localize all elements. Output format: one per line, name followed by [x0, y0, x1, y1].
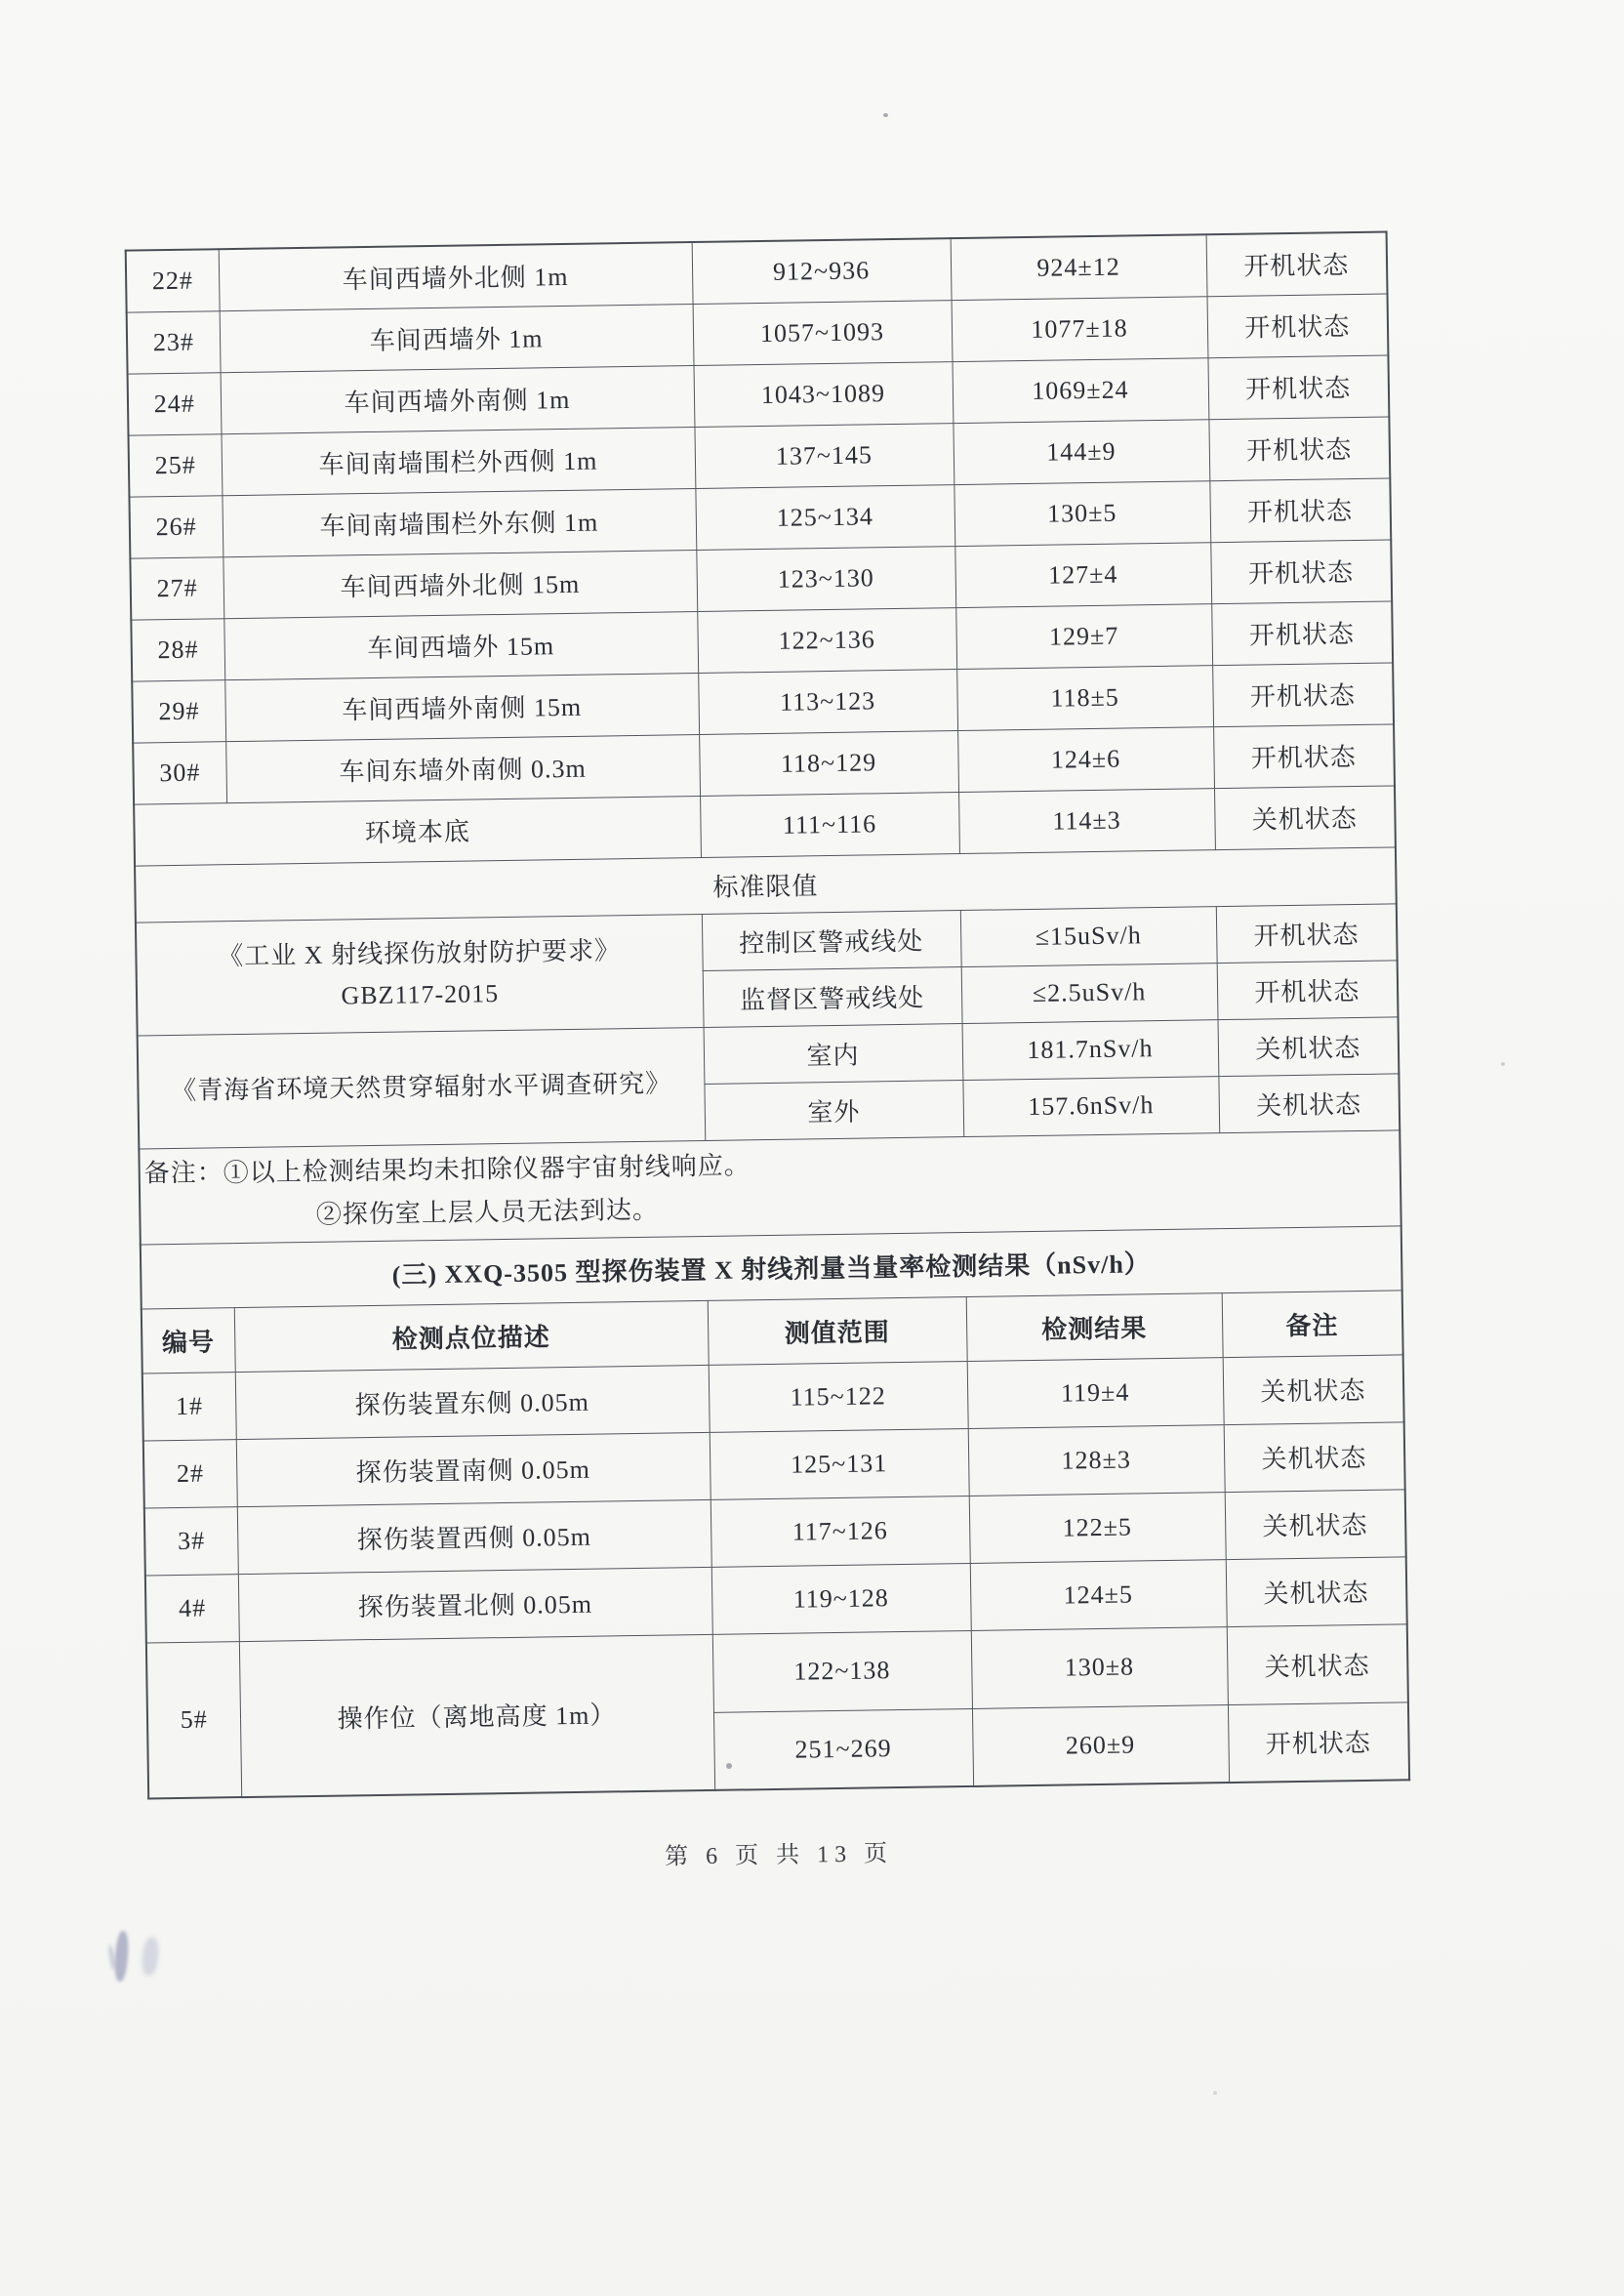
- result-cell: 260±9: [972, 1704, 1229, 1786]
- column-header-remark: 备注: [1222, 1290, 1403, 1357]
- range-cell: 137~145: [694, 423, 954, 488]
- standard-limit-label: 标准限值: [135, 846, 1397, 922]
- standard-source-line2: GBZ117-2015: [341, 979, 500, 1010]
- result-cell: 924±12: [951, 234, 1207, 300]
- notes-line1: ①以上检测结果均未扣除仪器宇宙射线响应。: [223, 1151, 751, 1188]
- scan-speck: [1213, 2091, 1217, 2095]
- limit-value-cell: ≤2.5uSv/h: [961, 963, 1218, 1023]
- desc-cell: 车间南墙围栏外东侧 1m: [222, 488, 696, 556]
- result-cell: 129±7: [955, 603, 1212, 669]
- range-cell: 125~134: [695, 484, 954, 550]
- result-cell: 130±8: [971, 1626, 1228, 1708]
- range-cell: 118~129: [699, 730, 958, 796]
- result-cell: 128±3: [968, 1424, 1225, 1496]
- limit-point-cell: 控制区警戒线处: [702, 910, 961, 970]
- status-cell: 开机状态: [1209, 477, 1391, 542]
- status-cell: 开机状态: [1216, 903, 1398, 963]
- status-cell: 开机状态: [1207, 354, 1389, 419]
- scan-speck: [1501, 1062, 1505, 1066]
- row-id-cell: 27#: [130, 556, 223, 619]
- standard-source-line1: 《工业 X 射线探伤放射防护要求》: [218, 936, 622, 971]
- desc-cell: 探伤装置东侧 0.05m: [235, 1365, 710, 1439]
- desc-cell: 车间西墙外 1m: [220, 304, 694, 372]
- column-header-range: 测值范围: [708, 1296, 967, 1365]
- pen-mark: [141, 1936, 160, 1976]
- status-cell: 关机状态: [1223, 1354, 1404, 1424]
- row-id-cell: 23#: [127, 310, 221, 373]
- range-cell: 122~138: [712, 1630, 972, 1712]
- notes-line2: ②探伤室上层人员无法到达。: [315, 1195, 660, 1229]
- range-cell: 1057~1093: [693, 300, 953, 365]
- row-id-cell: 2#: [143, 1439, 237, 1507]
- section-title: (三) XXQ-3505 型探伤装置 X 射线剂量当量率检测结果（nSv/h）: [141, 1225, 1402, 1308]
- notes-label: 备注：: [143, 1158, 223, 1188]
- scan-speck: [883, 113, 888, 117]
- radiation-results-table: [125, 230, 1410, 1799]
- desc-cell: 车间西墙外 15m: [223, 611, 698, 679]
- status-cell: 开机状态: [1212, 662, 1394, 726]
- status-cell: 关机状态: [1226, 1556, 1407, 1626]
- status-cell: 关机状态: [1214, 785, 1396, 849]
- standard-source-cell: [136, 914, 704, 1036]
- survey-source-line1: 《青海省环境天然贯穿辐射水平调查研究》: [171, 1069, 672, 1106]
- status-cell: 开机状态: [1228, 1702, 1409, 1783]
- range-cell: 122~136: [697, 607, 956, 673]
- status-cell: 开机状态: [1211, 600, 1393, 665]
- notes-row: [139, 1129, 1401, 1244]
- status-cell: 关机状态: [1224, 1421, 1405, 1492]
- result-cell: 122±5: [969, 1492, 1226, 1563]
- result-cell: 130±5: [954, 480, 1210, 546]
- row-id-cell: 28#: [131, 618, 224, 680]
- row-id-cell: 29#: [132, 679, 225, 742]
- row-id-cell: 1#: [142, 1372, 236, 1440]
- column-header-result: 检测结果: [966, 1292, 1223, 1361]
- limit-value-cell: 181.7nSv/h: [962, 1019, 1219, 1080]
- limit-point-cell: 室外: [704, 1080, 963, 1140]
- result-cell: 124±5: [970, 1559, 1227, 1630]
- range-cell: 115~122: [709, 1361, 968, 1432]
- status-cell: 开机状态: [1213, 723, 1395, 788]
- result-cell: 127±4: [954, 542, 1211, 607]
- range-cell: 117~126: [710, 1496, 970, 1567]
- row-id-cell: 25#: [129, 433, 223, 496]
- status-cell: 开机状态: [1206, 231, 1388, 296]
- range-cell: 912~936: [692, 238, 952, 304]
- desc-cell: 探伤装置北侧 0.05m: [238, 1567, 712, 1641]
- desc-cell: 车间西墙外北侧 15m: [223, 550, 697, 618]
- notes-cell: [139, 1129, 1401, 1244]
- result-cell: 1077±18: [952, 296, 1208, 361]
- range-cell: 113~123: [698, 669, 957, 734]
- row-id-cell: 26#: [129, 495, 223, 557]
- row-id-cell: 22#: [126, 249, 220, 311]
- range-cell: 119~128: [711, 1563, 971, 1634]
- status-cell: 开机状态: [1210, 539, 1392, 603]
- status-cell: 开机状态: [1208, 416, 1390, 480]
- range-cell: 251~269: [713, 1708, 973, 1790]
- desc-cell: 车间西墙外南侧 1m: [221, 365, 695, 433]
- desc-cell: 车间南墙围栏外西侧 1m: [221, 427, 695, 495]
- result-cell: 114±3: [958, 788, 1215, 853]
- scan-speck: [726, 1763, 732, 1769]
- row-id-cell: 5#: [146, 1641, 241, 1798]
- range-cell: 125~131: [710, 1428, 969, 1499]
- result-cell: 119±4: [967, 1357, 1224, 1428]
- result-cell: 144±9: [953, 419, 1209, 484]
- range-cell: 123~130: [696, 546, 955, 611]
- status-cell: 关机状态: [1227, 1623, 1408, 1704]
- range-cell: 111~116: [700, 792, 959, 857]
- desc-cell: 车间西墙外南侧 15m: [224, 673, 699, 741]
- status-cell: 开机状态: [1207, 293, 1389, 357]
- desc-cell: 探伤装置南侧 0.05m: [236, 1432, 710, 1506]
- status-cell: 关机状态: [1218, 1073, 1400, 1132]
- status-cell: 开机状态: [1217, 960, 1399, 1019]
- row-id-cell: 24#: [128, 372, 222, 434]
- limit-point-cell: 室内: [704, 1023, 963, 1084]
- result-cell: 1069±24: [952, 357, 1208, 423]
- result-cell: 118±5: [956, 665, 1213, 730]
- row-id-cell: 3#: [144, 1506, 238, 1575]
- row-id-cell: 4#: [145, 1574, 239, 1642]
- desc-cell: 探伤装置西侧 0.05m: [237, 1499, 711, 1574]
- status-cell: 关机状态: [1225, 1489, 1406, 1559]
- pen-mark: [113, 1931, 130, 1983]
- page-number: 第 6 页 共 13 页: [664, 1841, 894, 1870]
- row-id-cell: 30#: [133, 741, 226, 803]
- desc-cell: 车间东墙外南侧 0.3m: [225, 734, 700, 802]
- column-header-id: 编号: [142, 1307, 235, 1373]
- desc-cell: 操作位（离地高度 1m）: [239, 1634, 714, 1797]
- desc-cell: 环境本底: [134, 796, 701, 866]
- survey-source-cell: [138, 1027, 706, 1149]
- column-header-desc: 检测点位描述: [234, 1300, 709, 1372]
- result-cell: 124±6: [957, 726, 1214, 792]
- desc-cell: 车间西墙外北侧 1m: [219, 242, 693, 310]
- range-cell: 1043~1089: [694, 361, 954, 427]
- status-cell: 关机状态: [1218, 1016, 1400, 1076]
- limit-value-cell: 157.6nSv/h: [962, 1076, 1219, 1136]
- limit-value-cell: ≤15uSv/h: [960, 906, 1217, 966]
- report-content: [125, 231, 1410, 1879]
- limit-point-cell: 监督区警戒线处: [703, 966, 962, 1027]
